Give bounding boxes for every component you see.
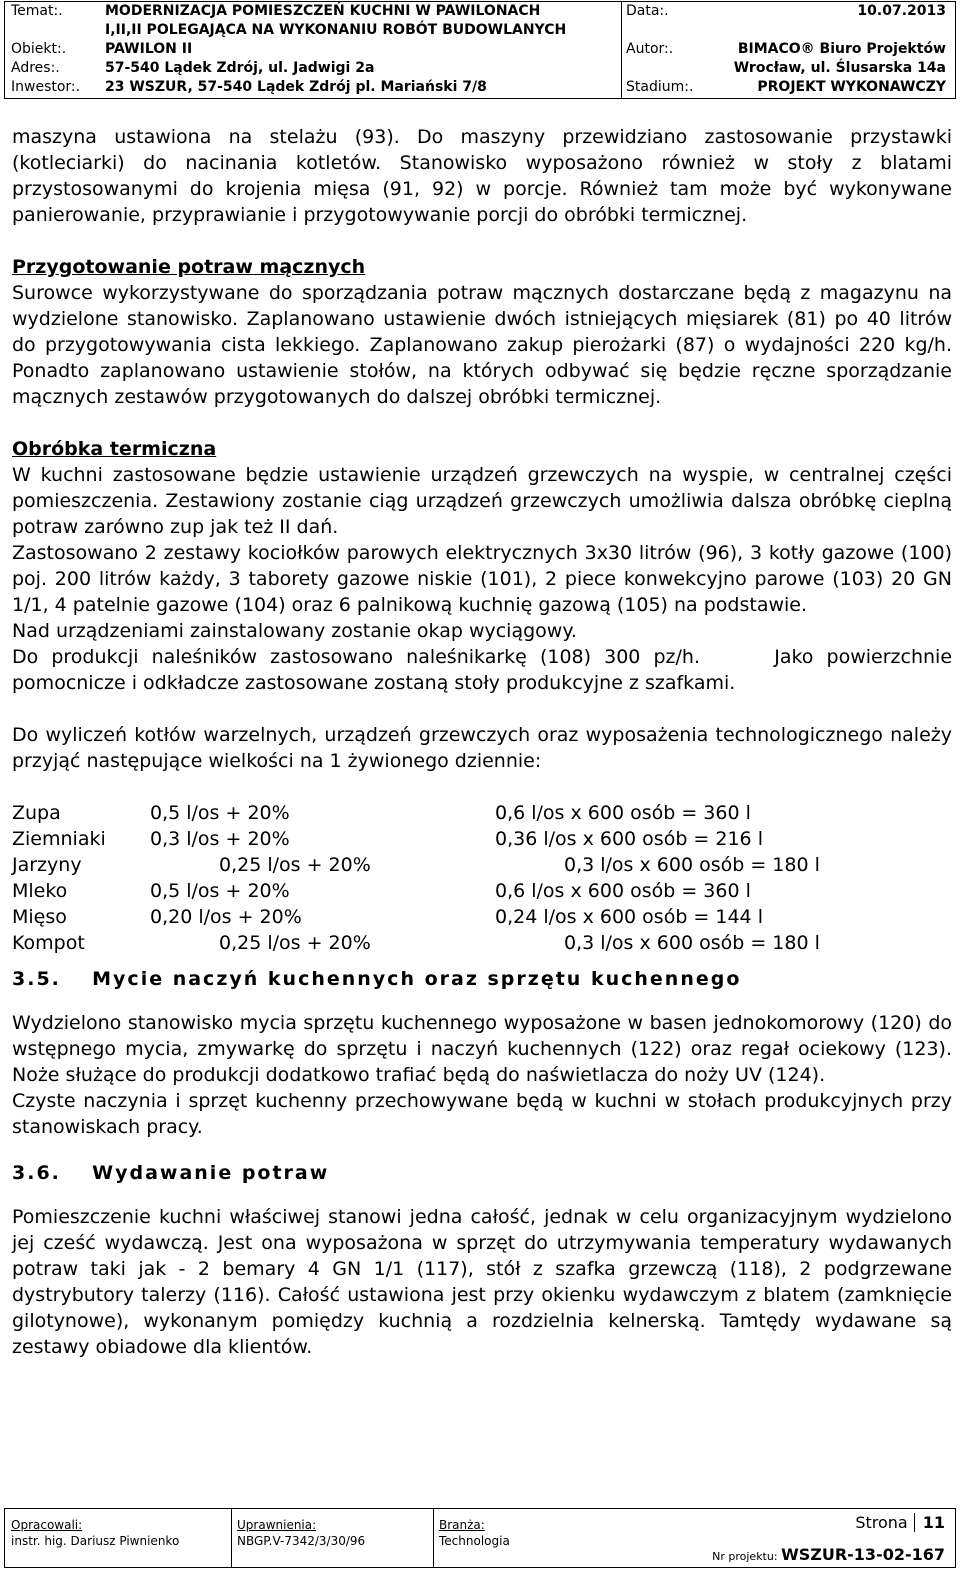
- header-author-address: Wrocław, ul. Ślusarska 14a: [733, 60, 946, 76]
- footer-license-value: NBGP.V-7342/3/30/96: [237, 1534, 366, 1548]
- document-body: [12, 124, 952, 1360]
- paragraph-washing-station: Wydzielono stanowisko mycia sprzętu kuchennego wyposażone w basen jednokomorowy (120) do wstępnego mycia, zmywarkę do sprzętu i naczyń kuchennych (122) oraz regał ociekowy (123). Noże służące do produkcji dodatkowo trafiać będą do naświetlacza do noży UV (124).: [12, 1012, 952, 1086]
- portion-calculation: 0,6 l/os x 600 osób = 360 l: [495, 880, 751, 902]
- portion-food: Mięso: [12, 906, 67, 928]
- portion-calculation: 0,6 l/os x 600 osób = 360 l: [495, 802, 751, 824]
- footer-project-value: WSZUR-13-02-167: [781, 1545, 945, 1564]
- paragraph-pancakes-a: Do produkcji naleśników zastosowano naleśnikarkę (108) 300 pz/h.: [12, 646, 701, 668]
- portion-food: Ziemniaki: [12, 828, 106, 850]
- paragraph-clean-storage: Czyste naczynia i sprzęt kuchenny przechowywane będą w kuchni w stołach produkcyjnych przy stanowiskach pracy.: [12, 1090, 952, 1138]
- portion-row: [12, 904, 820, 930]
- paragraph-heating-equipment: Zastosowano 2 zestawy kociołków parowych elektrycznych 3x30 litrów (96), 3 kotły gazowe (100) poj. 200 litrów każdy, 3 taborety gazowe niskie (101), 2 piece konwekcyjno parowe (103) 20 GN 1/1, 4 patelnie gazowe (104) oraz 6 palnikową kuchnię gazową (105) na podstawie.: [12, 542, 952, 616]
- portion-calculation: 0,36 l/os x 600 osób = 216 l: [495, 828, 763, 850]
- portion-calculation: 0,24 l/os x 600 osób = 144 l: [495, 906, 763, 928]
- portion-row: [12, 852, 820, 878]
- header-label-topic: Temat:.: [11, 3, 63, 19]
- header-label-author: Autor:.: [626, 41, 674, 57]
- footer-page-number: 11: [914, 1513, 945, 1532]
- portion-row: [12, 878, 820, 904]
- footer-project-label: Nr projektu:: [712, 1550, 778, 1563]
- header-right-labels: [621, 2, 731, 98]
- portion-row: [12, 800, 820, 826]
- header-object: PAWILON II: [105, 41, 193, 57]
- portion-food: Kompot: [12, 932, 85, 954]
- header-investor: 23 WSZUR, 57-540 Lądek Zdrój pl. Mariański 7/8: [105, 79, 487, 95]
- document-header: [4, 1, 956, 99]
- section-3-6-number: 3.6.: [12, 1162, 61, 1184]
- portion-calculation: 0,3 l/os x 600 osób = 180 l: [564, 932, 820, 954]
- portion-row: [12, 826, 820, 852]
- paragraph-pancakes: [12, 644, 952, 696]
- portion-norm: 0,5 l/os + 20%: [150, 802, 290, 824]
- header-values: [105, 2, 610, 98]
- paragraph-flour-dishes: Surowce wykorzystywane do sporządzania potraw mącznych dostarczane będą z magazynu na wydzielone stanowisko. Zaplanowano ustawienie dwóch istniejących mięsiarek (81) po 40 litrów do przygotowywania cista lekkiego. Zaplanowano zakup pierożarki (87) o wydajności 220 kg/h. Ponadto zaplanowano ustawienie stołów, na których odbywać się będzie ręczne sporządzanie mącznych zestawów przygotowanych do dalszej obróbki termicznej.: [12, 282, 952, 408]
- paragraph-hood: Nad urządzeniami zainstalowany zostanie okap wyciągowy.: [12, 620, 577, 642]
- portion-norm: 0,5 l/os + 20%: [150, 880, 290, 902]
- paragraph-serving: Pomieszczenie kuchni właściwej stanowi jedna całość, jednak w celu organizacyjnym wydzielono jej cześć wydawczą. Jest ona wyposażona w sprzęt do utrzymywania temperatury wydawanych potraw taki jak - 2 bemary 4 GN 1/1 (117), stół z szafka grzewczą (118), 2 podgrzewane dystrybutory talerzy (116). Całość ustawiona jest przy okienku wydawczym z blatem (zamknięcie gilotynowe), wykonanym pomiędzy kuchnią a rozdzielnia kelnerską. Tamtędy wydawane są zestawy obiadowe dla klientów.: [12, 1206, 952, 1358]
- portion-row: [12, 930, 820, 956]
- portion-norm: 0,3 l/os + 20%: [150, 828, 290, 850]
- header-label-address: Adres:.: [11, 60, 60, 76]
- paragraph-meat-station: maszyna ustawiona na stelażu (93). Do maszyny przewidziano zastosowanie przystawki (kotleciarki) do nacinania kotletów. Stanowisko wyposażono również w stoły z blatami przystosowanymi do krojenia mięsa (91, 92) w porcje. Również tam może być wykonywane panierowanie, przyprawianie i przygotowywanie porcji do obróbki termicznej.: [12, 126, 952, 226]
- header-labels: [11, 2, 101, 98]
- header-topic-line2: I,II,II POLEGAJĄCA NA WYKONANIU ROBÓT BUDOWLANYCH: [105, 22, 567, 38]
- footer-authors-value: instr. hig. Dariusz Piwnienko: [11, 1534, 180, 1548]
- footer-license: [237, 1517, 365, 1549]
- header-stage: PROJEKT WYKONAWCZY: [757, 79, 946, 95]
- footer-authors: [11, 1517, 179, 1549]
- portion-food: Mleko: [12, 880, 68, 902]
- footer-branch-label: Branża:: [439, 1518, 485, 1532]
- header-address: 57-540 Lądek Zdrój, ul. Jadwigi 2a: [105, 60, 375, 76]
- footer-project-number: [712, 1545, 945, 1564]
- document-footer: [4, 1508, 956, 1568]
- paragraph-pancakes-b: Jako powierzchnie pomocnicze i odkładcze zastosowane zostaną stoły produkcyjne z szafkami.: [12, 646, 953, 694]
- portion-norm: 0,20 l/os + 20%: [150, 906, 302, 928]
- footer-branch-value: Technologia: [439, 1534, 510, 1548]
- portion-table: [12, 800, 820, 956]
- heading-flour-dishes: Przygotowanie potraw mącznych: [12, 256, 366, 278]
- header-right-values: [731, 2, 946, 98]
- header-label-object: Obiekt:.: [11, 41, 67, 57]
- section-3-5-heading: [12, 966, 952, 992]
- footer-authors-label: Opracowali:: [11, 1518, 83, 1532]
- portion-norm: 0,25 l/os + 20%: [219, 932, 371, 954]
- header-date: 10.07.2013: [857, 3, 946, 19]
- portion-food: Jarzyny: [12, 854, 82, 876]
- section-3-5-number: 3.5.: [12, 968, 61, 990]
- portion-norm: 0,25 l/os + 20%: [219, 854, 371, 876]
- section-3-6-title: Wydawanie potraw: [92, 1162, 330, 1184]
- section-3-6-heading: [12, 1160, 952, 1186]
- paragraph-calculation-intro: Do wyliczeń kotłów warzelnych, urządzeń grzewczych oraz wyposażenia technologicznego należy przyjąć następujące wielkości na 1 żywionego dziennie:: [12, 724, 952, 772]
- portion-food: Zupa: [12, 802, 61, 824]
- header-label-investor: Inwestor:.: [11, 79, 81, 95]
- footer-license-label: Uprawnienia:: [237, 1518, 317, 1532]
- header-label-stage: Stadium:.: [626, 79, 694, 95]
- paragraph-heating-island: W kuchni zastosowane będzie ustawienie urządzeń grzewczych na wyspie, w centralnej części pomieszczenia. Zestawiony zostanie ciąg urządzeń grzewczych umożliwia dalsza obróbkę cieplną potraw zarówno zup jak też II dań.: [12, 464, 952, 538]
- footer-branch: [439, 1517, 510, 1549]
- header-topic-line1: MODERNIZACJA POMIESZCZEŃ KUCHNI W PAWILONACH: [105, 3, 541, 19]
- header-author: BIMACO® Biuro Projektów: [737, 41, 946, 57]
- footer-page: [855, 1513, 945, 1532]
- heading-thermal-processing: Obróbka termiczna: [12, 438, 217, 460]
- header-label-date: Data:.: [626, 3, 669, 19]
- section-3-5-title: Mycie naczyń kuchennych oraz sprzętu kuchennego: [92, 968, 742, 990]
- portion-calculation: 0,3 l/os x 600 osób = 180 l: [564, 854, 820, 876]
- footer-page-label: Strona: [855, 1513, 908, 1532]
